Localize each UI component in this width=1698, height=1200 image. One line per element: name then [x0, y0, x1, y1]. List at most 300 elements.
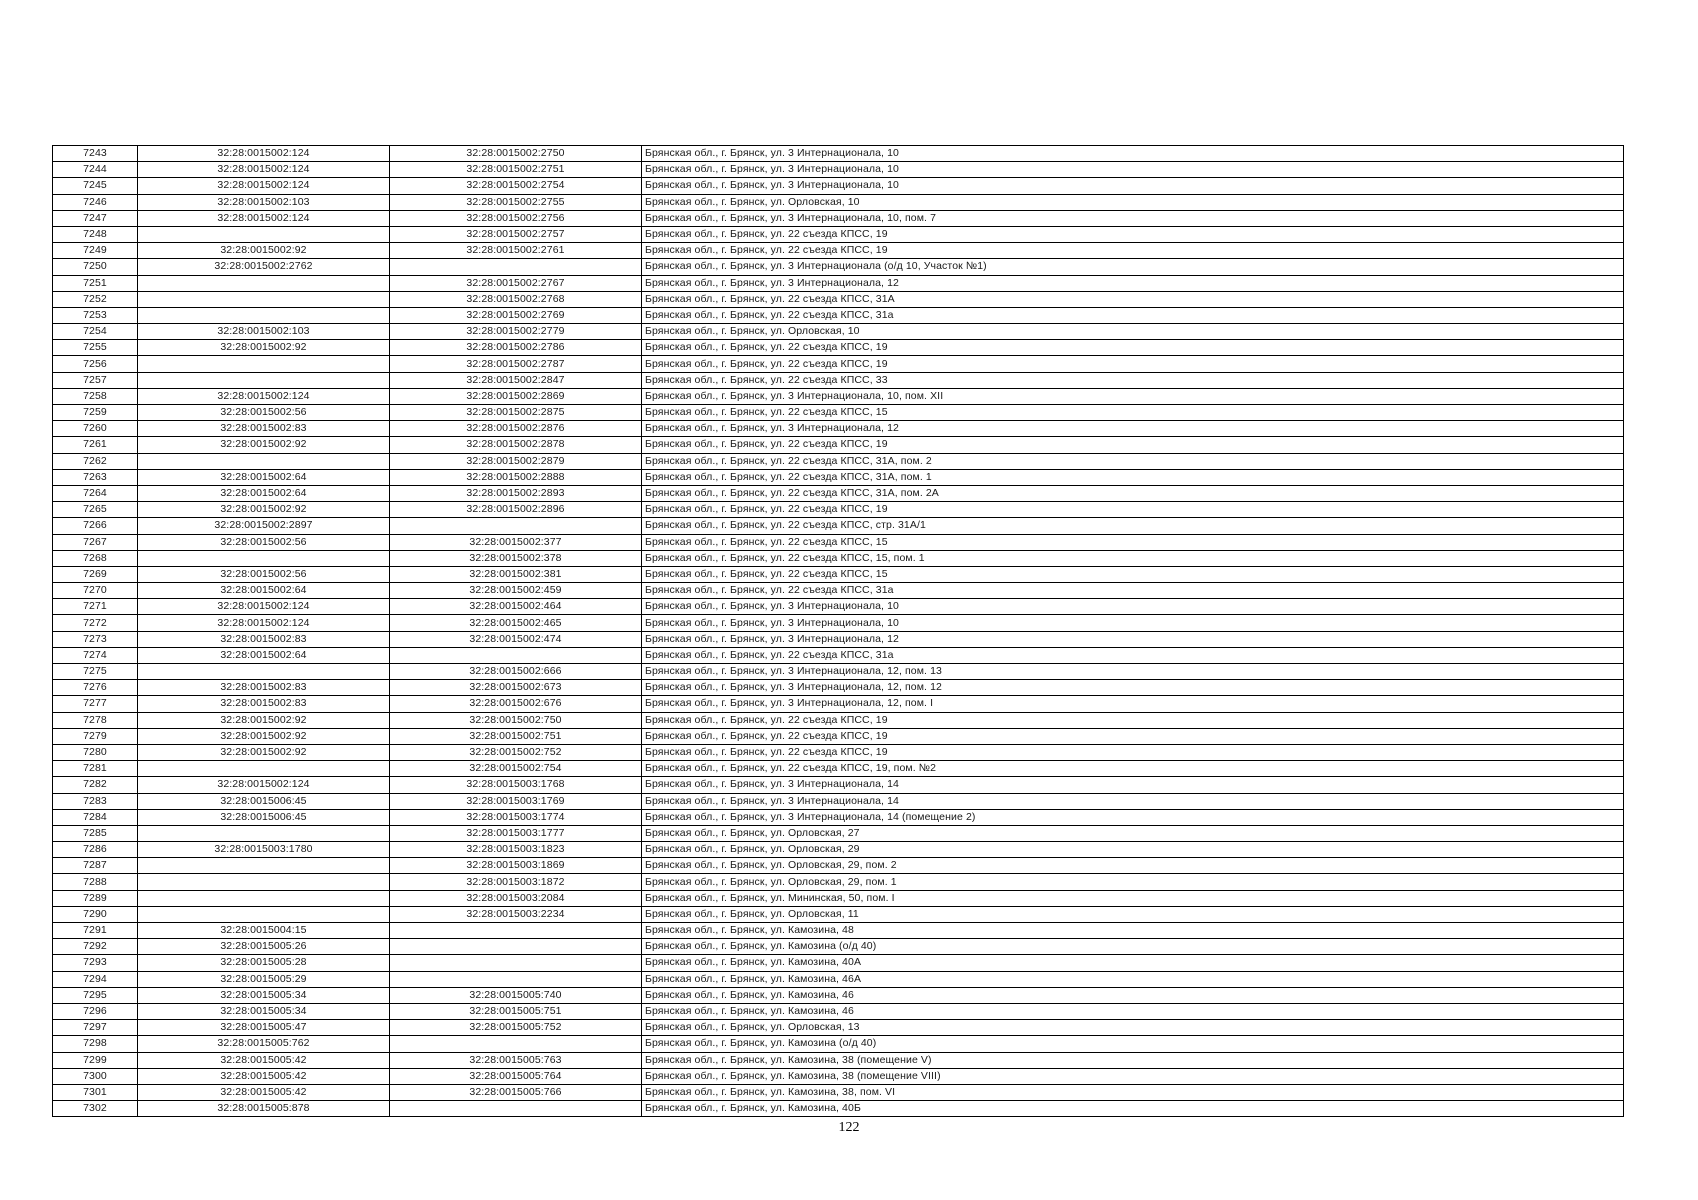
building-number-cell: 32:28:0015005:766	[390, 1084, 642, 1100]
building-number-cell: 32:28:0015005:763	[390, 1052, 642, 1068]
parcel-number-cell: 32:28:0015002:92	[138, 728, 390, 744]
row-number-cell: 7247	[53, 210, 138, 226]
table-row	[53, 291, 1624, 307]
table-row	[53, 583, 1624, 599]
table-row	[53, 437, 1624, 453]
row-number-cell: 7300	[53, 1068, 138, 1084]
row-number-cell: 7285	[53, 825, 138, 841]
row-number-cell: 7245	[53, 178, 138, 194]
building-number-cell: 32:28:0015002:2888	[390, 469, 642, 485]
parcel-number-cell: 32:28:0015002:92	[138, 243, 390, 259]
address-cell: Брянская обл., г. Брянск, ул. 22 съезда КПСС, 31А, пом. 2А	[642, 485, 1624, 501]
parcel-number-cell: 32:28:0015005:34	[138, 1003, 390, 1019]
table-row	[53, 712, 1624, 728]
row-number-cell: 7268	[53, 550, 138, 566]
building-number-cell: 32:28:0015002:2769	[390, 307, 642, 323]
table-row	[53, 469, 1624, 485]
address-cell: Брянская обл., г. Брянск, ул. 3 Интернационала, 10	[642, 178, 1624, 194]
address-cell: Брянская обл., г. Брянск, ул. Камозина, 46	[642, 987, 1624, 1003]
building-number-cell: 32:28:0015005:752	[390, 1020, 642, 1036]
parcel-number-cell: 32:28:0015002:83	[138, 631, 390, 647]
address-cell: Брянская обл., г. Брянск, ул. 3 Интернационала, 10	[642, 146, 1624, 162]
address-cell: Брянская обл., г. Брянск, ул. 3 Интернационала, 12, пом. 12	[642, 680, 1624, 696]
building-number-cell: 32:28:0015002:381	[390, 566, 642, 582]
table-row	[53, 146, 1624, 162]
row-number-cell: 7250	[53, 259, 138, 275]
row-number-cell: 7292	[53, 939, 138, 955]
parcel-number-cell: 32:28:0015002:2897	[138, 518, 390, 534]
table-row	[53, 453, 1624, 469]
address-cell: Брянская обл., г. Брянск, ул. 3 Интернационала, 14	[642, 777, 1624, 793]
building-number-cell: 32:28:0015002:474	[390, 631, 642, 647]
address-cell: Брянская обл., г. Брянск, ул. Камозина (о/д 40)	[642, 1036, 1624, 1052]
building-number-cell: 32:28:0015005:764	[390, 1068, 642, 1084]
table-row	[53, 243, 1624, 259]
row-number-cell: 7262	[53, 453, 138, 469]
address-cell: Брянская обл., г. Брянск, ул. 22 съезда КПСС, 19	[642, 437, 1624, 453]
building-number-cell: 32:28:0015003:2084	[390, 890, 642, 906]
building-number-cell: 32:28:0015002:751	[390, 728, 642, 744]
building-number-cell: 32:28:0015003:1768	[390, 777, 642, 793]
parcel-number-cell	[138, 291, 390, 307]
building-number-cell	[390, 939, 642, 955]
row-number-cell: 7254	[53, 324, 138, 340]
table-row	[53, 809, 1624, 825]
address-cell: Брянская обл., г. Брянск, ул. 3 Интернационала, 12	[642, 421, 1624, 437]
row-number-cell: 7281	[53, 761, 138, 777]
row-number-cell: 7244	[53, 162, 138, 178]
table-row	[53, 307, 1624, 323]
table-row	[53, 485, 1624, 501]
address-cell: Брянская обл., г. Брянск, ул. 22 съезда КПСС, 15	[642, 405, 1624, 421]
row-number-cell: 7259	[53, 405, 138, 421]
building-number-cell: 32:28:0015003:1869	[390, 858, 642, 874]
building-number-cell: 32:28:0015002:2896	[390, 502, 642, 518]
building-number-cell: 32:28:0015002:2869	[390, 388, 642, 404]
table-row	[53, 1003, 1624, 1019]
address-cell: Брянская обл., г. Брянск, ул. 22 съезда КПСС, 19	[642, 340, 1624, 356]
address-cell: Брянская обл., г. Брянск, ул. 3 Интернационала, 12, пом. 13	[642, 664, 1624, 680]
building-number-cell: 32:28:0015002:673	[390, 680, 642, 696]
address-cell: Брянская обл., г. Брянск, ул. 3 Интернационала, 14	[642, 793, 1624, 809]
table-row	[53, 906, 1624, 922]
parcel-number-cell	[138, 453, 390, 469]
table-row	[53, 421, 1624, 437]
row-number-cell: 7298	[53, 1036, 138, 1052]
parcel-number-cell	[138, 307, 390, 323]
row-number-cell: 7246	[53, 194, 138, 210]
address-cell: Брянская обл., г. Брянск, ул. Камозина, 46А	[642, 971, 1624, 987]
building-number-cell	[390, 971, 642, 987]
parcel-number-cell: 32:28:0015005:42	[138, 1068, 390, 1084]
address-cell: Брянская обл., г. Брянск, ул. Камозина, 38 (помещение V)	[642, 1052, 1624, 1068]
table-row	[53, 340, 1624, 356]
parcel-number-cell: 32:28:0015002:64	[138, 469, 390, 485]
parcel-number-cell: 32:28:0015005:42	[138, 1084, 390, 1100]
row-number-cell: 7266	[53, 518, 138, 534]
address-cell: Брянская обл., г. Брянск, ул. Камозина, 46	[642, 1003, 1624, 1019]
parcel-number-cell: 32:28:0015002:124	[138, 777, 390, 793]
row-number-cell: 7258	[53, 388, 138, 404]
building-number-cell: 32:28:0015005:740	[390, 987, 642, 1003]
row-number-cell: 7243	[53, 146, 138, 162]
parcel-number-cell	[138, 874, 390, 890]
row-number-cell: 7291	[53, 923, 138, 939]
building-number-cell: 32:28:0015002:2875	[390, 405, 642, 421]
parcel-number-cell	[138, 906, 390, 922]
parcel-number-cell: 32:28:0015002:124	[138, 178, 390, 194]
address-cell: Брянская обл., г. Брянск, ул. 22 съезда КПСС, 31а	[642, 307, 1624, 323]
table-row	[53, 680, 1624, 696]
parcel-number-cell	[138, 275, 390, 291]
address-cell: Брянская обл., г. Брянск, ул. 22 съезда КПСС, 19	[642, 502, 1624, 518]
table-row	[53, 550, 1624, 566]
building-number-cell	[390, 955, 642, 971]
address-cell: Брянская обл., г. Брянск, ул. Орловская, 29, пом. 1	[642, 874, 1624, 890]
parcel-number-cell: 32:28:0015005:26	[138, 939, 390, 955]
cadastral-table	[52, 145, 1624, 1117]
row-number-cell: 7257	[53, 372, 138, 388]
row-number-cell: 7278	[53, 712, 138, 728]
building-number-cell: 32:28:0015002:464	[390, 599, 642, 615]
address-cell: Брянская обл., г. Брянск, ул. 22 съезда КПСС, 19	[642, 226, 1624, 242]
parcel-number-cell: 32:28:0015002:124	[138, 388, 390, 404]
table-row	[53, 955, 1624, 971]
building-number-cell: 32:28:0015002:459	[390, 583, 642, 599]
address-cell: Брянская обл., г. Брянск, ул. 3 Интернационала (о/д 10, Участок №1)	[642, 259, 1624, 275]
parcel-number-cell: 32:28:0015005:878	[138, 1101, 390, 1117]
building-number-cell: 32:28:0015003:1872	[390, 874, 642, 890]
building-number-cell: 32:28:0015002:465	[390, 615, 642, 631]
table-row	[53, 356, 1624, 372]
address-cell: Брянская обл., г. Брянск, ул. 3 Интернационала, 10, пом. XII	[642, 388, 1624, 404]
table-row	[53, 777, 1624, 793]
address-cell: Брянская обл., г. Брянск, ул. 22 съезда КПСС, стр. 31А/1	[642, 518, 1624, 534]
parcel-number-cell: 32:28:0015002:124	[138, 615, 390, 631]
table-row	[53, 744, 1624, 760]
row-number-cell: 7273	[53, 631, 138, 647]
address-cell: Брянская обл., г. Брянск, ул. 22 съезда КПСС, 31А, пом. 2	[642, 453, 1624, 469]
row-number-cell: 7263	[53, 469, 138, 485]
parcel-number-cell: 32:28:0015006:45	[138, 809, 390, 825]
building-number-cell: 32:28:0015002:2786	[390, 340, 642, 356]
row-number-cell: 7295	[53, 987, 138, 1003]
table-row	[53, 259, 1624, 275]
building-number-cell: 32:28:0015003:1777	[390, 825, 642, 841]
address-cell: Брянская обл., г. Брянск, ул. 22 съезда КПСС, 31а	[642, 583, 1624, 599]
parcel-number-cell	[138, 825, 390, 841]
parcel-number-cell: 32:28:0015002:64	[138, 647, 390, 663]
row-number-cell: 7274	[53, 647, 138, 663]
row-number-cell: 7284	[53, 809, 138, 825]
building-number-cell: 32:28:0015002:752	[390, 744, 642, 760]
building-number-cell: 32:28:0015003:2234	[390, 906, 642, 922]
parcel-number-cell	[138, 664, 390, 680]
table-row	[53, 728, 1624, 744]
table-row	[53, 599, 1624, 615]
parcel-number-cell: 32:28:0015002:56	[138, 566, 390, 582]
table-row	[53, 842, 1624, 858]
table-row	[53, 405, 1624, 421]
building-number-cell: 32:28:0015002:2754	[390, 178, 642, 194]
building-number-cell: 32:28:0015002:2876	[390, 421, 642, 437]
building-number-cell: 32:28:0015002:2750	[390, 146, 642, 162]
address-cell: Брянская обл., г. Брянск, ул. Орловская, 10	[642, 324, 1624, 340]
parcel-number-cell: 32:28:0015002:56	[138, 405, 390, 421]
parcel-number-cell: 32:28:0015002:92	[138, 712, 390, 728]
row-number-cell: 7272	[53, 615, 138, 631]
building-number-cell: 32:28:0015003:1774	[390, 809, 642, 825]
parcel-number-cell	[138, 858, 390, 874]
table-body	[53, 146, 1624, 1117]
row-number-cell: 7261	[53, 437, 138, 453]
parcel-number-cell: 32:28:0015002:92	[138, 437, 390, 453]
address-cell: Брянская обл., г. Брянск, ул. 3 Интернационала, 10	[642, 615, 1624, 631]
row-number-cell: 7283	[53, 793, 138, 809]
table-row	[53, 502, 1624, 518]
parcel-number-cell: 32:28:0015002:64	[138, 583, 390, 599]
row-number-cell: 7275	[53, 664, 138, 680]
building-number-cell: 32:28:0015002:2879	[390, 453, 642, 469]
row-number-cell: 7282	[53, 777, 138, 793]
parcel-number-cell	[138, 550, 390, 566]
address-cell: Брянская обл., г. Брянск, ул. 22 съезда КПСС, 33	[642, 372, 1624, 388]
address-cell: Брянская обл., г. Брянск, ул. 3 Интернационала, 12	[642, 631, 1624, 647]
parcel-number-cell: 32:28:0015002:92	[138, 744, 390, 760]
address-cell: Брянская обл., г. Брянск, ул. Камозина, 40Б	[642, 1101, 1624, 1117]
building-number-cell: 32:28:0015002:2847	[390, 372, 642, 388]
row-number-cell: 7290	[53, 906, 138, 922]
building-number-cell: 32:28:0015005:751	[390, 1003, 642, 1019]
table-row	[53, 518, 1624, 534]
table-row	[53, 1052, 1624, 1068]
row-number-cell: 7249	[53, 243, 138, 259]
parcel-number-cell: 32:28:0015005:34	[138, 987, 390, 1003]
table-row	[53, 987, 1624, 1003]
row-number-cell: 7255	[53, 340, 138, 356]
building-number-cell: 32:28:0015002:2893	[390, 485, 642, 501]
parcel-number-cell	[138, 761, 390, 777]
row-number-cell: 7276	[53, 680, 138, 696]
address-cell: Брянская обл., г. Брянск, ул. 22 съезда КПСС, 19, пом. №2	[642, 761, 1624, 777]
row-number-cell: 7294	[53, 971, 138, 987]
building-number-cell: 32:28:0015002:2779	[390, 324, 642, 340]
address-cell: Брянская обл., г. Брянск, ул. 22 съезда КПСС, 31а	[642, 647, 1624, 663]
parcel-number-cell: 32:28:0015005:42	[138, 1052, 390, 1068]
row-number-cell: 7270	[53, 583, 138, 599]
address-cell: Брянская обл., г. Брянск, ул. Камозина, 38 (помещение VIII)	[642, 1068, 1624, 1084]
table-row	[53, 194, 1624, 210]
parcel-number-cell: 32:28:0015002:92	[138, 340, 390, 356]
address-cell: Брянская обл., г. Брянск, ул. 22 съезда КПСС, 19	[642, 728, 1624, 744]
parcel-number-cell: 32:28:0015003:1780	[138, 842, 390, 858]
row-number-cell: 7302	[53, 1101, 138, 1117]
table-row	[53, 939, 1624, 955]
table-row	[53, 226, 1624, 242]
row-number-cell: 7264	[53, 485, 138, 501]
address-cell: Брянская обл., г. Брянск, ул. Камозина (о/д 40)	[642, 939, 1624, 955]
table-row	[53, 971, 1624, 987]
table-row	[53, 1084, 1624, 1100]
table-row	[53, 761, 1624, 777]
parcel-number-cell: 32:28:0015005:29	[138, 971, 390, 987]
address-cell: Брянская обл., г. Брянск, ул. 22 съезда КПСС, 31А, пом. 1	[642, 469, 1624, 485]
parcel-number-cell: 32:28:0015005:47	[138, 1020, 390, 1036]
row-number-cell: 7256	[53, 356, 138, 372]
parcel-number-cell: 32:28:0015002:64	[138, 485, 390, 501]
table-row	[53, 1101, 1624, 1117]
address-cell: Брянская обл., г. Брянск, ул. Орловская, 11	[642, 906, 1624, 922]
parcel-number-cell: 32:28:0015002:83	[138, 696, 390, 712]
row-number-cell: 7293	[53, 955, 138, 971]
address-cell: Брянская обл., г. Брянск, ул. 22 съезда КПСС, 15	[642, 534, 1624, 550]
data-sheet	[52, 145, 1624, 1117]
address-cell: Брянская обл., г. Брянск, ул. 22 съезда КПСС, 31А	[642, 291, 1624, 307]
table-row	[53, 162, 1624, 178]
parcel-number-cell: 32:28:0015002:103	[138, 194, 390, 210]
address-cell: Брянская обл., г. Брянск, ул. 3 Интернационала, 10, пом. 7	[642, 210, 1624, 226]
row-number-cell: 7289	[53, 890, 138, 906]
address-cell: Брянская обл., г. Брянск, ул. Камозина, 40А	[642, 955, 1624, 971]
address-cell: Брянская обл., г. Брянск, ул. Орловская, 29, пом. 2	[642, 858, 1624, 874]
building-number-cell: 32:28:0015002:2757	[390, 226, 642, 242]
address-cell: Брянская обл., г. Брянск, ул. 3 Интернационала, 10	[642, 162, 1624, 178]
building-number-cell: 32:28:0015002:2767	[390, 275, 642, 291]
parcel-number-cell: 32:28:0015006:45	[138, 793, 390, 809]
row-number-cell: 7267	[53, 534, 138, 550]
address-cell: Брянская обл., г. Брянск, ул. 3 Интернационала, 12	[642, 275, 1624, 291]
row-number-cell: 7287	[53, 858, 138, 874]
row-number-cell: 7265	[53, 502, 138, 518]
table-row	[53, 890, 1624, 906]
address-cell: Брянская обл., г. Брянск, ул. 22 съезда КПСС, 19	[642, 744, 1624, 760]
table-row	[53, 647, 1624, 663]
building-number-cell: 32:28:0015002:2768	[390, 291, 642, 307]
address-cell: Брянская обл., г. Брянск, ул. Мининская, 50, пом. I	[642, 890, 1624, 906]
table-row	[53, 631, 1624, 647]
row-number-cell: 7288	[53, 874, 138, 890]
parcel-number-cell: 32:28:0015002:83	[138, 421, 390, 437]
row-number-cell: 7260	[53, 421, 138, 437]
building-number-cell	[390, 923, 642, 939]
address-cell: Брянская обл., г. Брянск, ул. 22 съезда КПСС, 19	[642, 243, 1624, 259]
row-number-cell: 7271	[53, 599, 138, 615]
parcel-number-cell: 32:28:0015002:103	[138, 324, 390, 340]
parcel-number-cell: 32:28:0015002:124	[138, 210, 390, 226]
building-number-cell	[390, 1036, 642, 1052]
table-row	[53, 372, 1624, 388]
building-number-cell: 32:28:0015002:2787	[390, 356, 642, 372]
table-row	[53, 923, 1624, 939]
address-cell: Брянская обл., г. Брянск, ул. 22 съезда КПСС, 19	[642, 356, 1624, 372]
parcel-number-cell: 32:28:0015002:124	[138, 146, 390, 162]
building-number-cell: 32:28:0015002:666	[390, 664, 642, 680]
building-number-cell: 32:28:0015002:2878	[390, 437, 642, 453]
parcel-number-cell: 32:28:0015005:762	[138, 1036, 390, 1052]
address-cell: Брянская обл., г. Брянск, ул. 22 съезда КПСС, 19	[642, 712, 1624, 728]
table-row	[53, 1020, 1624, 1036]
address-cell: Брянская обл., г. Брянск, ул. Камозина, 48	[642, 923, 1624, 939]
parcel-number-cell	[138, 890, 390, 906]
building-number-cell: 32:28:0015002:2756	[390, 210, 642, 226]
building-number-cell: 32:28:0015003:1769	[390, 793, 642, 809]
row-number-cell: 7248	[53, 226, 138, 242]
table-row	[53, 1068, 1624, 1084]
table-row	[53, 388, 1624, 404]
page-number: 122	[838, 1120, 860, 1135]
parcel-number-cell	[138, 356, 390, 372]
building-number-cell	[390, 259, 642, 275]
parcel-number-cell: 32:28:0015002:124	[138, 162, 390, 178]
table-row	[53, 664, 1624, 680]
building-number-cell	[390, 1101, 642, 1117]
row-number-cell: 7251	[53, 275, 138, 291]
table-row	[53, 615, 1624, 631]
parcel-number-cell	[138, 372, 390, 388]
parcel-number-cell: 32:28:0015004:15	[138, 923, 390, 939]
building-number-cell: 32:28:0015002:377	[390, 534, 642, 550]
parcel-number-cell: 32:28:0015002:83	[138, 680, 390, 696]
building-number-cell: 32:28:0015002:2761	[390, 243, 642, 259]
table-row	[53, 210, 1624, 226]
address-cell: Брянская обл., г. Брянск, ул. Камозина, 38, пом. VI	[642, 1084, 1624, 1100]
parcel-number-cell: 32:28:0015002:2762	[138, 259, 390, 275]
address-cell: Брянская обл., г. Брянск, ул. 22 съезда КПСС, 15	[642, 566, 1624, 582]
row-number-cell: 7286	[53, 842, 138, 858]
address-cell: Брянская обл., г. Брянск, ул. Орловская, 10	[642, 194, 1624, 210]
row-number-cell: 7252	[53, 291, 138, 307]
row-number-cell: 7279	[53, 728, 138, 744]
address-cell: Брянская обл., г. Брянск, ул. Орловская, 13	[642, 1020, 1624, 1036]
building-number-cell: 32:28:0015002:750	[390, 712, 642, 728]
table-row	[53, 178, 1624, 194]
table-row	[53, 1036, 1624, 1052]
row-number-cell: 7297	[53, 1020, 138, 1036]
building-number-cell: 32:28:0015002:754	[390, 761, 642, 777]
row-number-cell: 7299	[53, 1052, 138, 1068]
table-row	[53, 275, 1624, 291]
table-row	[53, 324, 1624, 340]
address-cell: Брянская обл., г. Брянск, ул. 22 съезда КПСС, 15, пом. 1	[642, 550, 1624, 566]
parcel-number-cell: 32:28:0015002:56	[138, 534, 390, 550]
building-number-cell: 32:28:0015002:2755	[390, 194, 642, 210]
address-cell: Брянская обл., г. Брянск, ул. 3 Интернационала, 10	[642, 599, 1624, 615]
address-cell: Брянская обл., г. Брянск, ул. Орловская, 27	[642, 825, 1624, 841]
building-number-cell: 32:28:0015002:378	[390, 550, 642, 566]
parcel-number-cell: 32:28:0015002:124	[138, 599, 390, 615]
building-number-cell: 32:28:0015002:676	[390, 696, 642, 712]
table-row	[53, 534, 1624, 550]
address-cell: Брянская обл., г. Брянск, ул. 3 Интернационала, 12, пом. I	[642, 696, 1624, 712]
address-cell: Брянская обл., г. Брянск, ул. 3 Интернационала, 14 (помещение 2)	[642, 809, 1624, 825]
row-number-cell: 7253	[53, 307, 138, 323]
row-number-cell: 7296	[53, 1003, 138, 1019]
building-number-cell	[390, 647, 642, 663]
address-cell: Брянская обл., г. Брянск, ул. Орловская, 29	[642, 842, 1624, 858]
table-row	[53, 825, 1624, 841]
row-number-cell: 7277	[53, 696, 138, 712]
row-number-cell: 7269	[53, 566, 138, 582]
building-number-cell	[390, 518, 642, 534]
parcel-number-cell: 32:28:0015005:28	[138, 955, 390, 971]
row-number-cell: 7280	[53, 744, 138, 760]
table-row	[53, 858, 1624, 874]
parcel-number-cell	[138, 226, 390, 242]
building-number-cell: 32:28:0015002:2751	[390, 162, 642, 178]
table-row	[53, 793, 1624, 809]
building-number-cell: 32:28:0015003:1823	[390, 842, 642, 858]
table-row	[53, 696, 1624, 712]
